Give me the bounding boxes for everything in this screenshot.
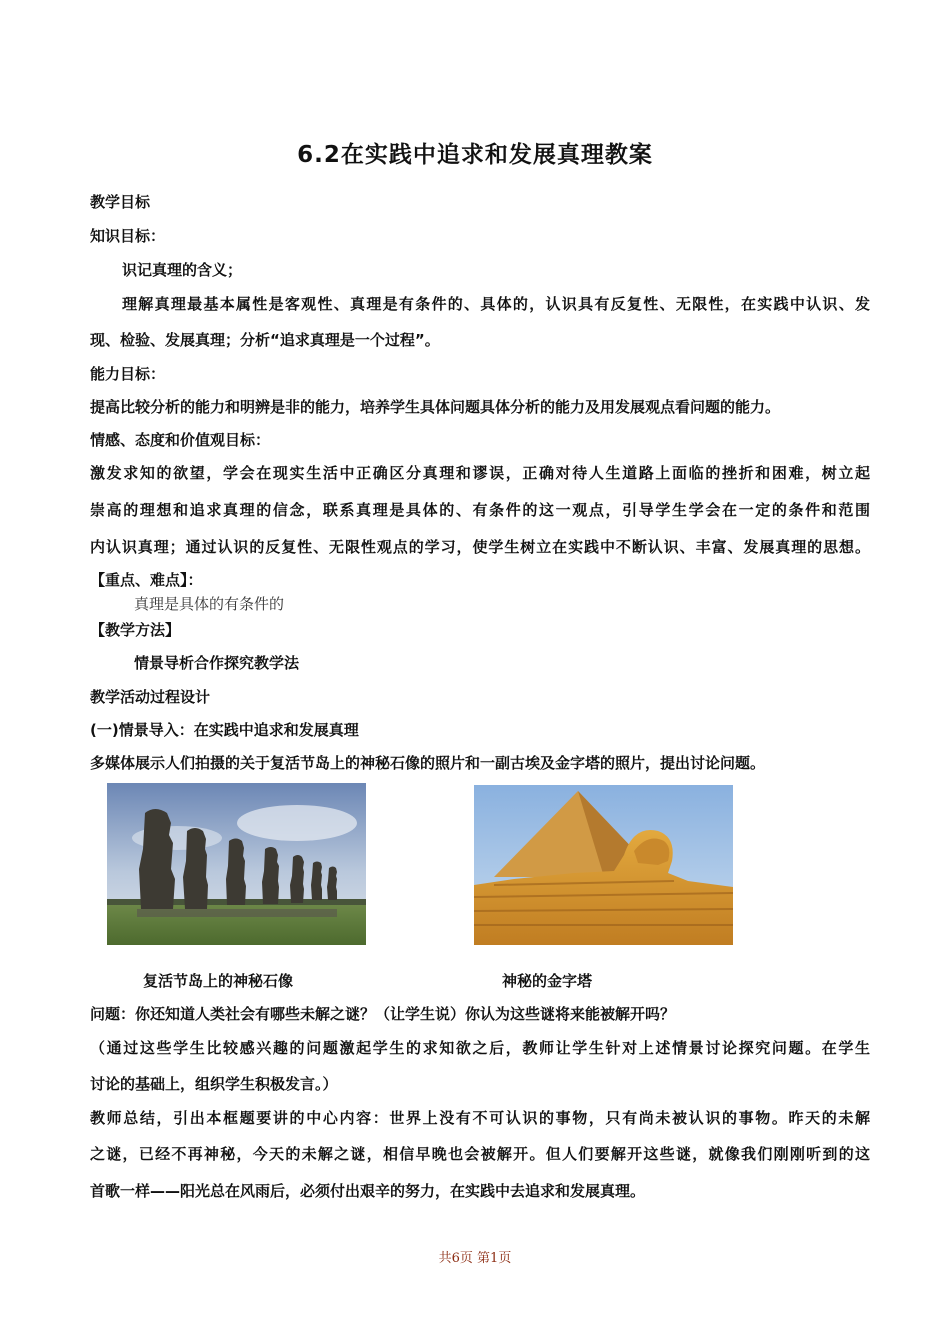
note-line-2: 讨论的基础上，组织学生积极发言。） (90, 1075, 338, 1093)
summary-line-2: 之谜，已经不再神秘，今天的未解之谜，相信早晚也会被解开。但人们要解开这些谜，就像我们刚刚听到的这 (90, 1145, 870, 1163)
knowledge-heading: 知识目标： (90, 227, 166, 245)
method-heading: 【教学方法】 (90, 621, 181, 639)
summary-line-1: 教师总结，引出本框题要讲的中心内容：世界上没有不可认识的事物，只有尚未被认识的事物。昨天的未解 (90, 1109, 870, 1127)
caption-moai: 复活节岛上的神秘石像 (143, 972, 294, 990)
emotion-heading: 情感、态度和价值观目标： (90, 431, 271, 449)
page-footer: 共6页 第1页 (438, 1251, 512, 1266)
key-points-heading: 【重点、难点】： (90, 571, 203, 589)
section-1-heading: (一)情景导入：在实践中追求和发展真理 (90, 721, 359, 739)
objectives-heading: 教学目标 (90, 193, 151, 211)
process-heading: 教学活动过程设计 (90, 688, 211, 706)
note-line-1: （通过这些学生比较感兴趣的问题激起学生的求知欲之后，教师让学生针对上述情景讨论探究问题。在学生 (90, 1039, 870, 1057)
emotion-text-line-3: 内认识真理；通过认识的反复性、无限性观点的学习，使学生树立在实践中不断认识、丰富、发展真理的思想。 (90, 538, 870, 556)
document-title: 6.2在实践中追求和发展真理教案 (297, 142, 653, 168)
summary-line-3: 首歌一样——阳光总在风雨后，必须付出艰辛的努力，在实践中去追求和发展真理。 (90, 1182, 646, 1200)
ability-heading: 能力目标： (90, 365, 166, 383)
knowledge-item-2-line-1: 理解真理最基本属性是客观性、真理是有条件的、具体的，认识具有反复性、无限性，在实践中认识、发 (122, 295, 870, 313)
knowledge-item-2-line-2: 现、检验、发展真理；分析“追求真理是一个过程”。 (90, 331, 440, 349)
caption-pyramid: 神秘的金字塔 (502, 972, 593, 990)
emotion-text-line-2: 崇高的理想和追求真理的信念，联系真理是具体的、有条件的这一观点，引导学生学会在一定的条件和范围 (90, 501, 870, 519)
key-points-text: 真理是具体的有条件的 (134, 595, 285, 613)
easter-island-moai-photo (107, 783, 366, 945)
ability-text: 提高比较分析的能力和明辨是非的能力，培养学生具体问题具体分析的能力及用发展观点看问题的能力。 (90, 398, 781, 416)
emotion-text-line-1: 激发求知的欲望，学会在现实生活中正确区分真理和谬误，正确对待人生道路上面临的挫折和困难，树立起 (90, 464, 870, 482)
pyramid-sphinx-photo (474, 785, 733, 945)
knowledge-item-1: 识记真理的含义； (122, 261, 243, 279)
media-intro-text: 多媒体展示人们拍摄的关于复活节岛上的神秘石像的照片和一副古埃及金字塔的照片，提出讨论问题。 (90, 754, 766, 772)
method-text: 情景导析合作探究教学法 (134, 654, 300, 672)
question-text: 问题：你还知道人类社会有哪些未解之谜？（让学生说）你认为这些谜将来能被解开吗？ (90, 1005, 676, 1023)
